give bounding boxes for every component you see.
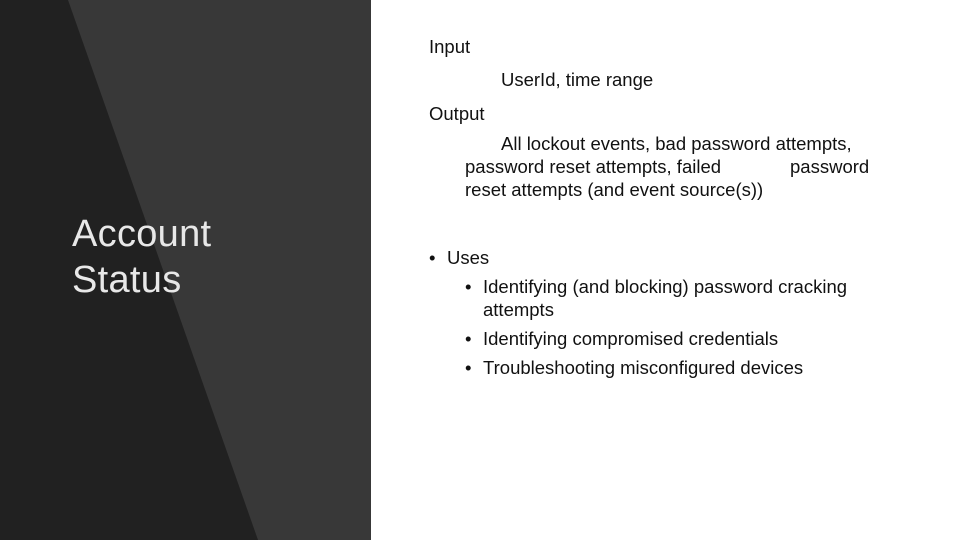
- uses-item-2-text: Identifying compromised credentials: [483, 328, 779, 349]
- output-label: Output: [429, 103, 485, 124]
- output-line-2a: password reset attempts, failed: [465, 156, 722, 177]
- input-value: UserId, time range: [501, 69, 654, 90]
- slide-title-line-2: Status: [72, 259, 182, 301]
- slide-title-line-1: Account: [72, 213, 212, 255]
- bullet-icon: •: [429, 247, 436, 268]
- output-line-2b: password: [790, 156, 870, 177]
- bullet-icon: •: [465, 276, 472, 297]
- bullet-icon: •: [465, 328, 472, 349]
- uses-item-1-continuation: attempts: [483, 299, 554, 320]
- bullet-icon: •: [465, 357, 472, 378]
- output-line-1: All lockout events, bad password attempts,: [501, 133, 852, 154]
- uses-item-1-text: Identifying (and blocking) password cracking: [483, 276, 848, 297]
- uses-label: Uses: [447, 247, 490, 268]
- uses-item-3-text: Troubleshooting misconfigured devices: [483, 357, 804, 378]
- output-line-3: reset attempts (and event source(s)): [465, 179, 764, 200]
- input-label: Input: [429, 36, 471, 57]
